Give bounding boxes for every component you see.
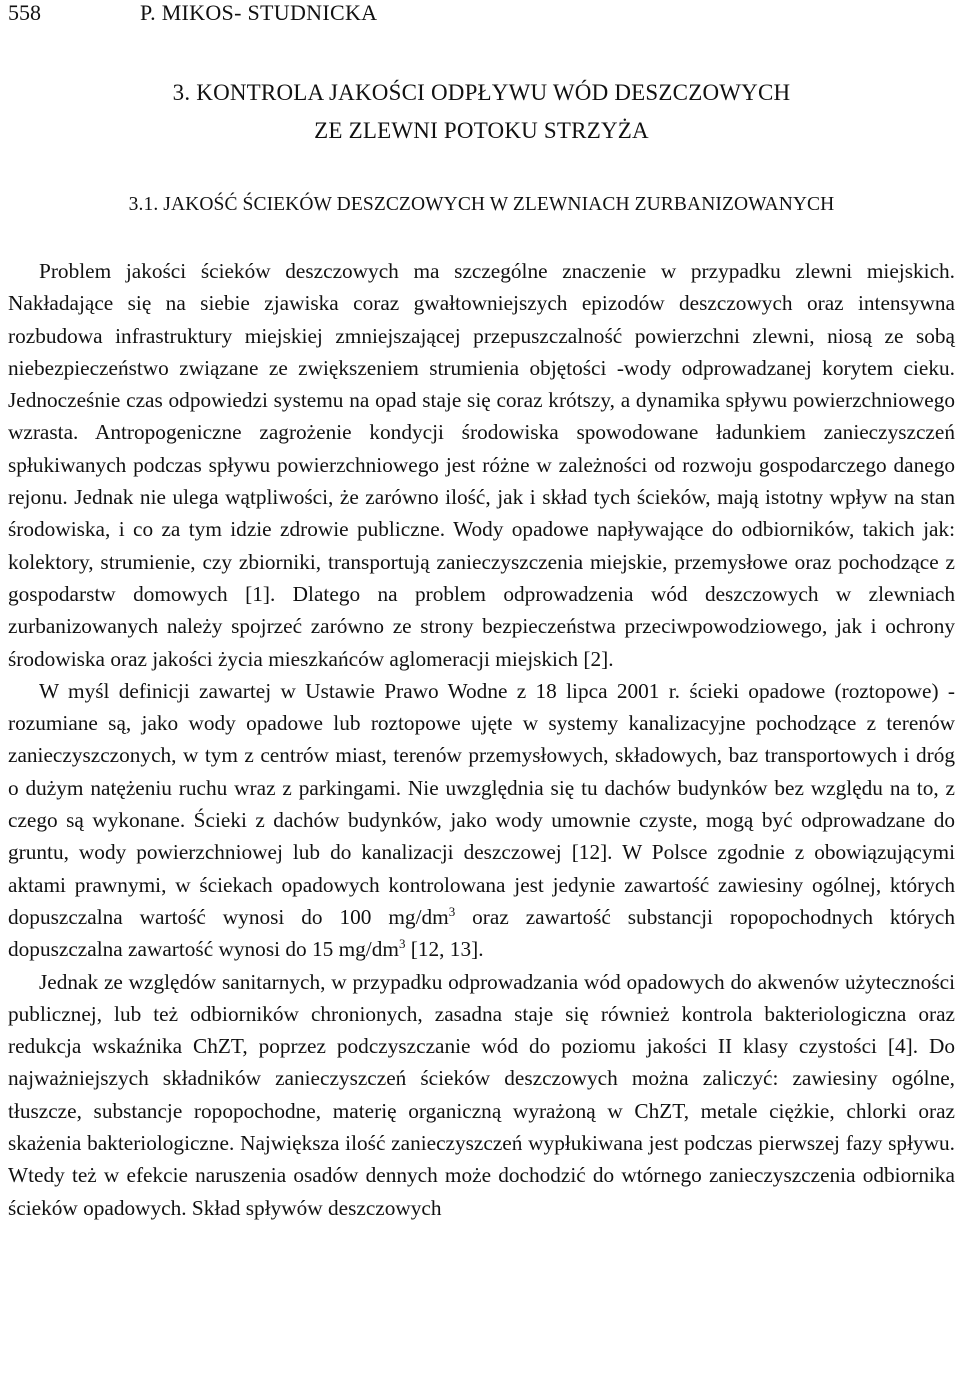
chapter-title-line-1: 3. KONTROLA JAKOŚCI ODPŁYWU WÓD DESZCZOWYCH [172,80,791,105]
paragraph-2 [8,675,955,966]
paragraph-2-text-c: [12, 13]. [405,937,484,962]
superscript-unit-1: 3 [448,903,456,919]
page-number: 558 [8,0,41,25]
chapter-title-line-2: ZE ZLEWNI POTOKU STRZYŻA [314,118,649,143]
superscript-unit-2: 3 [398,936,406,952]
section-title: 3.1. JAKOŚĆ ŚCIEKÓW DESZCZOWYCH W ZLEWNIACH ZURBANIZOWANYCH [128,194,835,215]
paragraph-1: Problem jakości ścieków deszczowych ma szczególne znaczenie w przypadku zlewni miejskich. Nakładające się na siebie zjawiska coraz gwałtowniejszych epizodów deszczowych oraz intensywna rozbudowa infrastruktury miejskiej zmniejszającej przepuszczalność powierzchni zlewni, niosą ze sobą niebezpieczeństwo związane ze zwiększeniem strumienia objętości -wody odprowadzanej korytem cieku. Jednocześnie czas odpowiedzi systemu na opad staje się coraz krótszy, a dynamika spływu powierzchniowego wzrasta. Antropogeniczne zagrożenie kondycji środowiska spowodowane ładunkiem zanieczyszczeń spłukiwanych podczas spływu powierzchniowego jest różne w zależności od rozwoju gospodarczego danego rejonu. Jednak nie ulega wątpliwości, że zarówno ilość, jak i skład tych ścieków, mają istotny wpływ na stan środowiska, i co za tym idzie zdrowie publiczne. Wody opadowe napływające do odbiorników, takich jak: kolektory, strumienie, czy zbiorniki, transportują zanieczyszczenia miejskie, przemysłowe oraz pochodzące z gospodarstw domowych [1]. Dlatego na problem odprowadzenia wód deszczowych w zlewniach zurbanizowanych należy spojrzeć zarówno ze strony bezpieczeństwa przeciwpowodziowego, jak i ochrony środowiska oraz jakości życia mieszkańców aglomeracji miejskich [2]. [8,259,955,671]
paragraph-3: Jednak ze względów sanitarnych, w przypadku odprowadzania wód opadowych do akwenów użyteczności publicznej, lub też odbiorników chronionych, zasadna staje się również kontrola bakteriologiczna oraz redukcja wskaźnika ChZT, poprzez podczyszczanie wód do poziomu jakości II klasy czystości [4]. Do najważniejszych składników zanieczyszczeń ścieków deszczowych można zaliczyć: zawiesiny ogólne, tłuszcze, substancje ropopochodne, materię organiczną wyrażoną w ChZT, metale ciężkie, chlorki oraz skażenia bakteriologiczne. Największa ilość zanieczyszczeń wypłukiwana jest podczas pierwszej fazy spływu. Wtedy też w efekcie naruszenia osadów dennych może dochodzić do wtórnego zanieczyszczenia odbiornika ścieków opadowych. Skład spływów deszczowych [8,969,955,1220]
running-head [8,0,955,26]
body-text [8,255,955,1224]
running-title: P. MIKOS- STUDNICKA [140,0,378,25]
document-page [8,0,955,1385]
chapter-title [8,74,955,150]
paragraph-2-text-a: W myśl definicji zawartej w Ustawie Prawo Wodne z 18 lipca 2001 r. ścieki opadowe (roztopowe) - rozumiane są, jako wody opadowe lub roztopowe ujęte w systemy kanalizacyjne pochodzące z terenów zanieczyszczonych, w tym z centrów miast, terenów przemysłowych, składowych, baz transportowych i dróg o dużym natężeniu ruchu wraz z parkingami. Nie uwzględnia się tu dachów budynków bez względu na to, z czego są wykonane. Ścieki z dachów budynków, jako wody umownie czyste, mogą być odprowadzane do gruntu, wody powierzchniowej lub do kanalizacji deszczowej [12]. W Polsce zgodnie z obowiązującymi aktami prawnymi, w ściekach opadowych kontrolowana jest jedynie zawartość zawiesiny ogólnej, których dopuszczalna wartość wynosi do 100 mg/dm [8,678,955,929]
paragraph-2-text-b: oraz zawartość substancji ropopochodnych których dopuszczalna zawartość wynosi do 15 mg/dm [8,904,955,962]
